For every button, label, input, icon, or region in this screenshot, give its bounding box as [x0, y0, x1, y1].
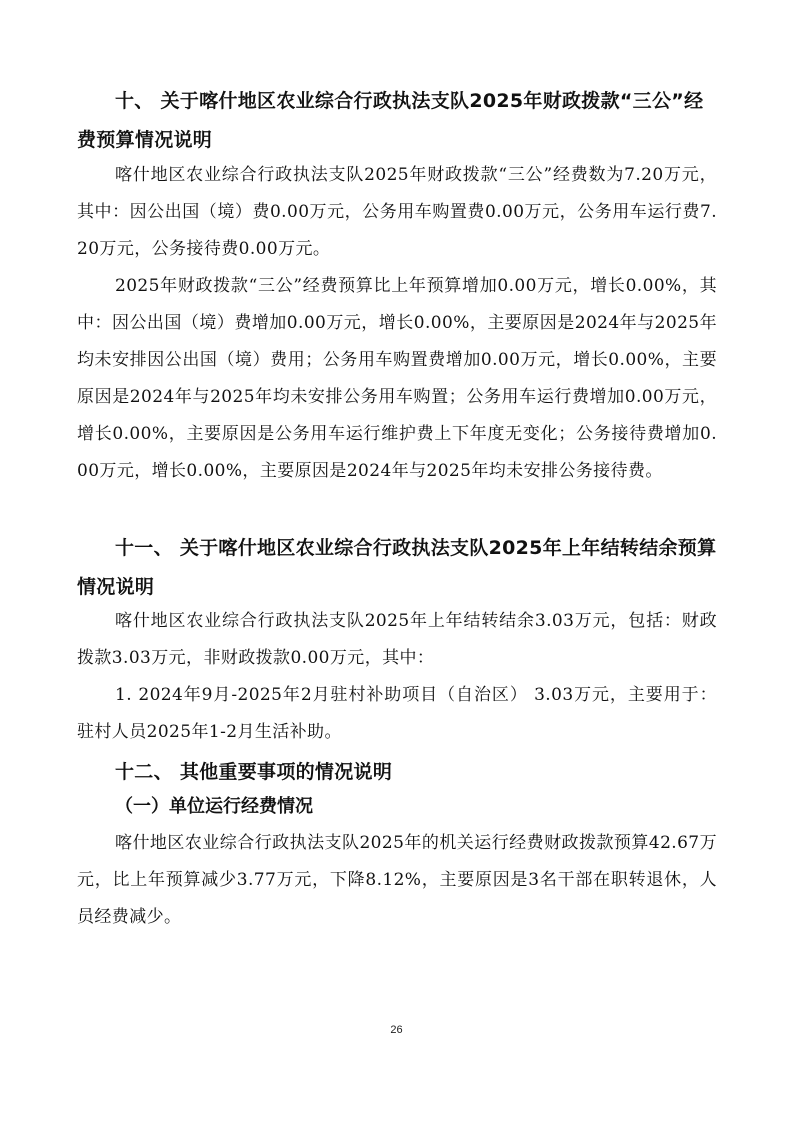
- section-12-paragraph-1: 喀什地区农业综合行政执法支队2025年的机关运行经费财政拨款预算42.67万元，比上年预算减少3.77万元，下降8.12%，主要原因是3名干部在职转退休，人员经费减少。: [77, 833, 717, 927]
- section-10-paragraph-2: 2025年财政拨款“三公”经费预算比上年预算增加0.00万元，增长0.00%，其中：因公出国（境）费增加0.00万元，增长0.00%，主要原因是2024年与2025年均未安排因公出国（境）费用；公务用车购置费增加0.00万元，增长0.00%，主要原因是2024年与2025年均未安排公务用车购置；公务用车运行费增加0.00万元，增长0.00%，主要原因是公务用车运行维护费上下年度无变化；公务接待费增加0.00万元，增长0.00%，主要原因是2024年与2025年均未安排公务接待费。: [77, 276, 717, 481]
- section-11-paragraph-2: 1. 2024年9月-2025年2月驻村补助项目（自治区） 3.03万元，主要用于：驻村人员2025年1-2月生活补助。: [77, 685, 717, 742]
- section-10-paragraph-1: 喀什地区农业综合行政执法支队2025年财政拨款“三公”经费数为7.20万元，其中：因公出国（境）费0.00万元，公务用车购置费0.00万元，公务用车运行费7.20万元，公务接待费0.00万元。: [77, 165, 717, 259]
- section-12-heading: 十二、 其他重要事项的情况说明: [115, 761, 393, 783]
- page-number: 26: [390, 1024, 403, 1036]
- section-11-paragraph-1: 喀什地区农业综合行政执法支队2025年上年结转结余3.03万元，包括：财政拨款3.03万元，非财政拨款0.00万元，其中：: [77, 611, 717, 668]
- section-11-heading: 十一、 关于喀什地区农业综合行政执法支队2025年上年结转结余预算情况说明: [77, 537, 717, 598]
- section-10-heading: 十、 关于喀什地区农业综合行政执法支队2025年财政拨款“三公”经费预算情况说明: [77, 90, 704, 151]
- section-12-subheading-1: （一）单位运行经费情况: [115, 796, 313, 817]
